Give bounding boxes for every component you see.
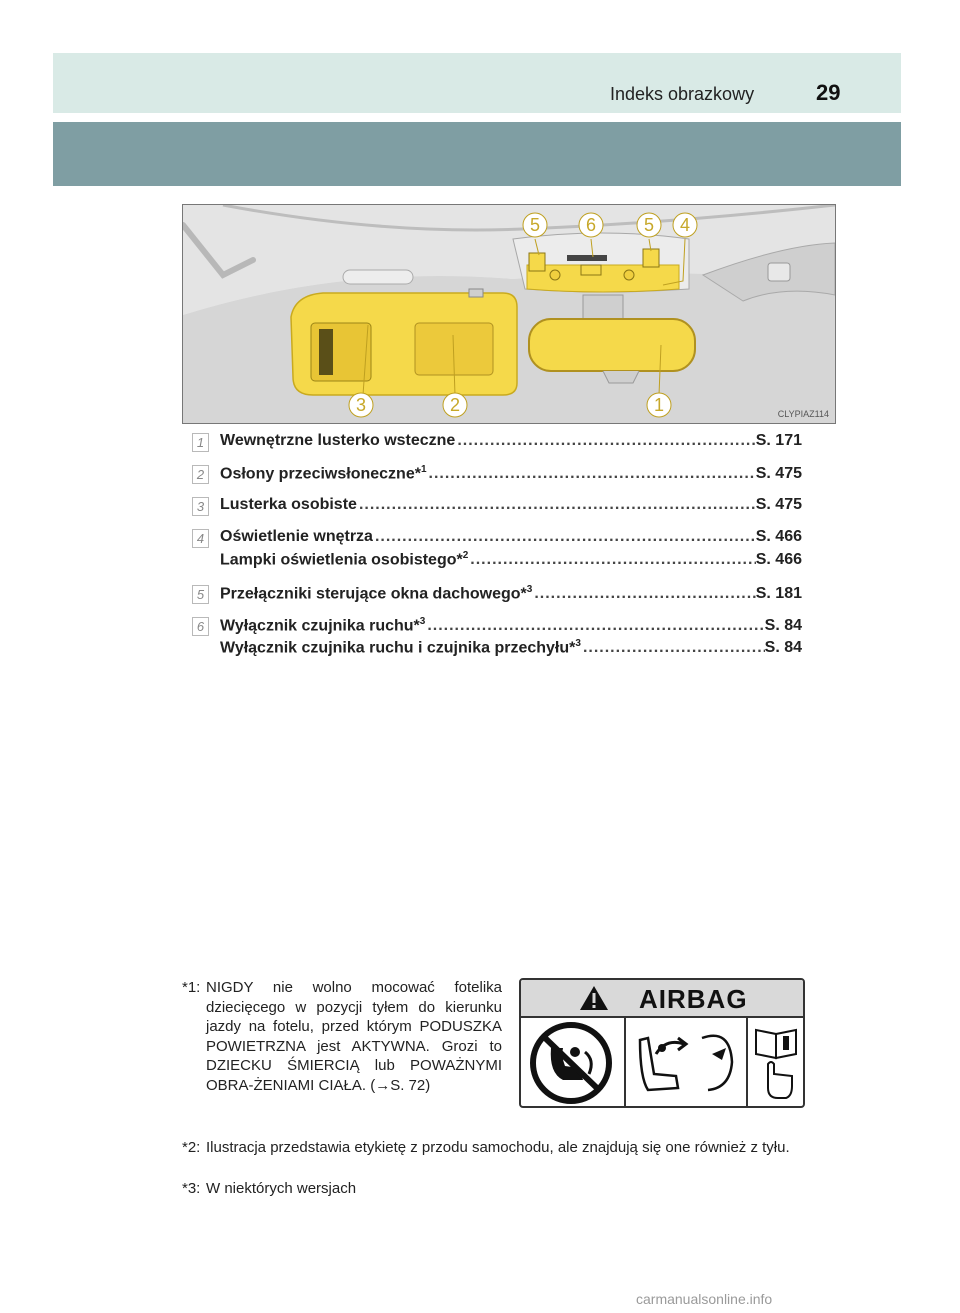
legend-label: Przełączniki sterujące okna dachowego*: [220, 585, 527, 603]
callout-1: 1: [653, 395, 665, 415]
legend-sub-page: S. 466: [755, 551, 802, 569]
legend-label: Wewnętrzne lusterko wsteczne: [220, 432, 456, 449]
callout-5a: 5: [529, 215, 541, 235]
legend-number: 6: [192, 617, 209, 636]
legend-sub-label: Lampki oświetlenia osobistego*: [220, 551, 463, 569]
legend-label: Lusterka osobiste: [220, 496, 357, 513]
callout-4: 4: [679, 215, 691, 235]
manual-info-icon: [748, 1018, 805, 1108]
manual-info-panel: [748, 1018, 805, 1108]
header-band: [53, 53, 901, 113]
watermark: carmanualsonline.info: [636, 1291, 773, 1307]
image-code: CLYPIAZ114: [777, 409, 829, 419]
legend-page: S. 181: [755, 585, 802, 603]
legend-page: S. 466: [755, 528, 802, 545]
legend-page: S. 475: [755, 496, 802, 513]
page-number: 29: [816, 80, 841, 105]
footnote-1-marker: *1:: [182, 979, 201, 996]
legend-number: 5: [192, 585, 209, 604]
child-seat-airbag-icon: [626, 1018, 746, 1108]
no-child-seat-icon: [521, 1018, 624, 1108]
airbag-label-header: [521, 980, 803, 1018]
footnote-3-marker: *3:: [182, 1180, 201, 1197]
legend-page: S. 475: [755, 465, 802, 483]
footnote-3-text: W niektórych wersjach: [206, 1180, 357, 1197]
footnote-2: [182, 1138, 842, 1158]
legend-item: 2 Osłony przeciwsłoneczne*$^1$ ..... S. 475: [192, 464, 802, 486]
legend-item: 6 Wyłącznik czujnika ruchu*$^3$ ..... S. 84 Wyłącznik czujnika ruchu i czujnika przechyłu*$^3$ ..... S. 84: [192, 616, 802, 662]
legend-number: 4: [192, 529, 209, 548]
legend-number: 1: [192, 433, 209, 452]
callout-3: 3: [355, 395, 367, 415]
legend-label: Wyłącznik czujnika ruchu*: [220, 617, 420, 635]
child-seat-airbag-panel: [626, 1018, 748, 1108]
footnote-2-text: Ilustracja przedstawia etykietę z przodu samochodu, ale znajdują się one również z tyłu.: [206, 1139, 790, 1156]
airbag-word: AIRBAG: [639, 984, 748, 1014]
footnote-1: [182, 978, 502, 1095]
callout-5b: 5: [643, 215, 655, 235]
legend-label: Oświetlenie wnętrza: [220, 528, 373, 545]
legend-item: 5 Przełączniki sterujące okna dachowego*$^3$ ..... S. 181: [192, 584, 802, 606]
legend-page: S. 171: [755, 432, 802, 449]
legend-item: 4 Oświetlenie wnętrza ..... S. 466 Lampki oświetlenia osobistego*$^2$ ..... S. 466: [192, 528, 802, 574]
footnote-2-marker: *2:: [182, 1139, 201, 1156]
header-title: Indeks obrazkowy: [610, 84, 755, 104]
legend-sub-page: S. 84: [764, 639, 802, 657]
warning-triangle-icon: [579, 985, 609, 1011]
no-child-seat-panel: [521, 1018, 626, 1108]
footnote-3: [182, 1179, 842, 1199]
legend-label: Osłony przeciwsłoneczne*: [220, 465, 421, 483]
legend-number: 2: [192, 465, 209, 484]
footnote-1-text: NIGDY nie wolno mocować fotelika dziecięcego w pozycji tyłem do kierunku jazdy na fotelu, przed którym PODUSZKA POWIETRZNA jest AKTYWNA. Grozi to DZIECKU ŚMIERCIĄ lub POWAŻNYMI OBRA-ŻENIAMI CIAŁA. (→S. 72): [206, 979, 502, 1094]
legend-number: 3: [192, 497, 209, 516]
interior-illustration: [182, 204, 836, 424]
legend-sub-label: Wyłącznik czujnika ruchu i czujnika przechyłu*: [220, 639, 576, 657]
legend-page: S. 84: [764, 617, 802, 635]
airbag-warning-label: [519, 978, 805, 1108]
overhead-console-drawing: [183, 205, 835, 423]
legend-item: [192, 496, 802, 518]
legend-item: [192, 432, 802, 454]
callout-2: 2: [449, 395, 461, 415]
callout-6: 6: [585, 215, 597, 235]
legend-list: [192, 432, 802, 662]
section-band: [53, 122, 901, 186]
